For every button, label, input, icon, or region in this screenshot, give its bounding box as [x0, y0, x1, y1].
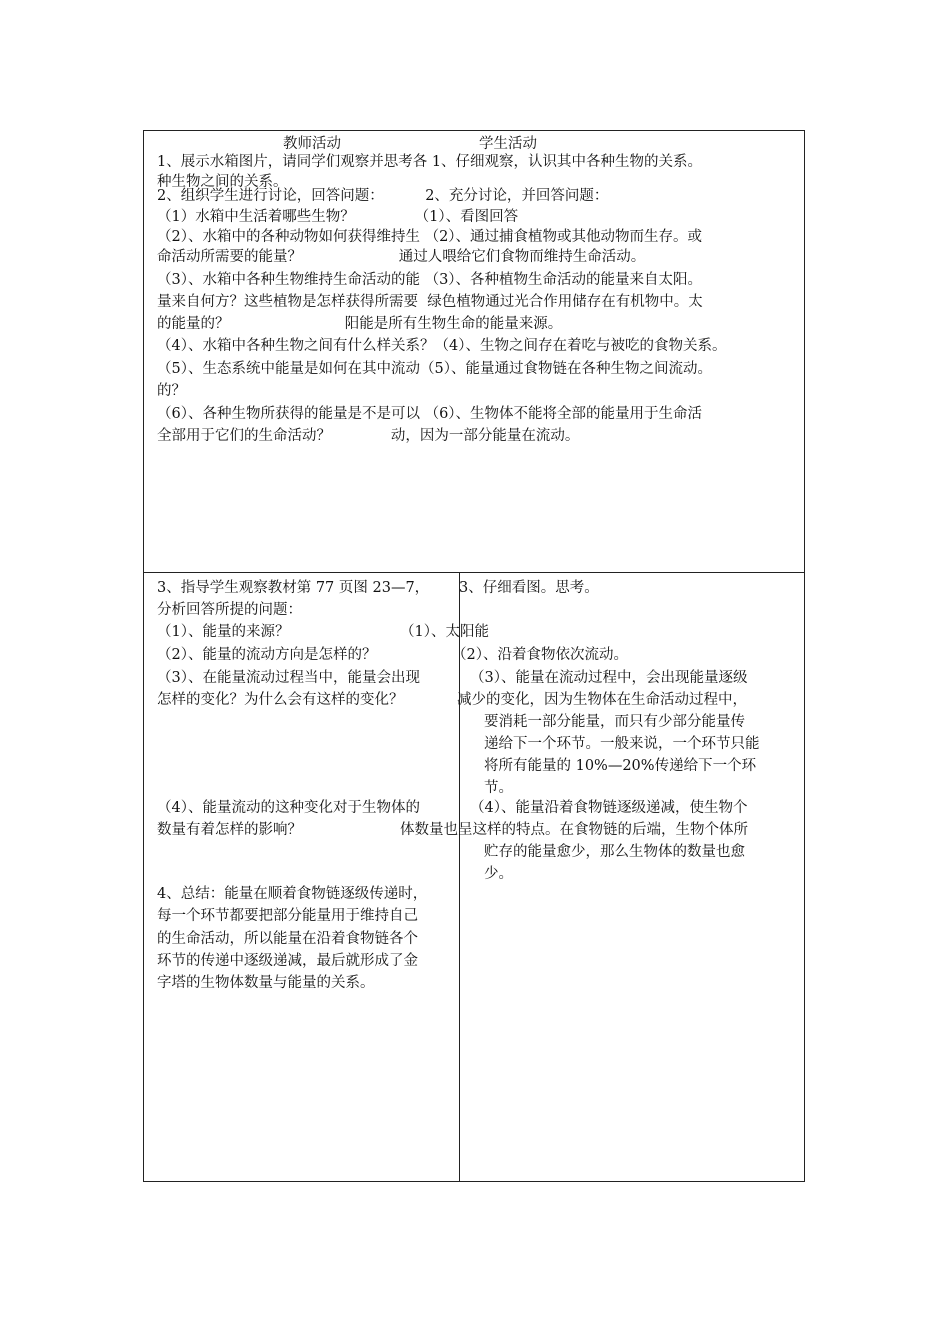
s2-student-line: （1）、太阳能: [400, 624, 489, 640]
s1-line: 量来自何方？这些植物是怎样获得所需要 绿色植物通过光合作用储存在有机物中。太: [157, 294, 703, 310]
s2-student-line: （3）、能量在流动过程中，会出现能量逐级: [470, 670, 748, 686]
s2-teacher-line: （3）、在能量流动过程当中，能量会出现: [157, 670, 420, 686]
s2-teacher-line: 字塔的生物体数量与能量的关系。: [157, 975, 375, 991]
s1-line: 种生物之间的关系。: [157, 174, 288, 190]
student-activity-header: 学生活动: [479, 136, 537, 152]
s1-line: 1、展示水箱图片，请同学们观察并思考各 1、仔细观察，认识其中各种生物的关系。: [157, 154, 703, 170]
s1-line: （3）、水箱中各种生物维持生命活动的能 （3）、各种植物生命活动的能量来自太阳。: [157, 272, 703, 288]
s2-student-line: 3、仔细看图。思考。: [459, 580, 599, 596]
s2-teacher-line: （1）、能量的来源？: [157, 624, 290, 640]
s1-line: （6）、各种生物所获得的能量是不是可以 （6）、生物体不能将全部的能量用于生命活: [157, 406, 703, 422]
s2-student-line: （4）、能量沿着食物链逐级递减，使生物个: [470, 800, 748, 816]
s2-student-line: 贮存的能量愈少，那么生物体的数量也愈: [484, 844, 745, 860]
s1-line: （1）水箱中生活着哪些生物？ （1）、看图回答: [157, 209, 519, 225]
s2-student-line: （2）、沿着食物依次流动。: [452, 647, 628, 663]
s1-line: （2）、水箱中的各种动物如何获得维持生 （2）、通过捕食植物或其他动物而生存。或: [157, 229, 703, 245]
s2-student-line: 少。: [484, 866, 513, 882]
s1-line: 全部用于它们的生命活动？ 动，因为一部分能量在流动。: [157, 428, 580, 444]
s2-student-line: 将所有能量的 10%—20%传递给下一个环: [484, 758, 757, 774]
s1-line: （5）、生态系统中能量是如何在其中流动（5）、能量通过食物链在各种生物之间流动。: [157, 361, 712, 377]
s2-teacher-line: 数量有着怎样的影响？: [157, 822, 302, 838]
s1-line: 的能量的？ 阳能是所有生物生命的能量来源。: [157, 316, 563, 332]
s2-teacher-line: 怎样的变化？为什么会有这样的变化？: [157, 692, 404, 708]
s2-student-line: 减少的变化，因为生物体在生命活动过程中，: [457, 692, 747, 708]
s2-student-line: 节。: [484, 780, 513, 796]
s2-teacher-line: （4）、能量流动的这种变化对于生物体的: [157, 800, 420, 816]
s1-line: 2、组织学生进行讨论，回答问题： 2、充分讨论，并回答问题：: [157, 188, 609, 204]
s2-teacher-line: 分析回答所提的问题：: [157, 602, 302, 618]
teacher-activity-header: 教师活动: [283, 136, 341, 152]
s2-teacher-line: 4、总结：能量在顺着食物链逐级传递时，: [157, 886, 428, 902]
s2-teacher-line: （2）、能量的流动方向是怎样的？: [157, 647, 377, 663]
s2-student-line: 体数量也呈这样的特点。在食物链的后端，生物个体所: [400, 822, 748, 838]
s2-student-line: 递给下一个环节。一般来说，一个环节只能: [484, 736, 760, 752]
s1-line: 命活动所需要的能量？ 通过人喂给它们食物而维持生命活动。: [157, 249, 646, 265]
s2-teacher-line: 的生命活动，所以能量在沿着食物链各个: [157, 931, 418, 947]
s1-line: （4）、水箱中各种生物之间有什么样关系？（4）、生物之间存在着吃与被吃的食物关系。: [157, 338, 727, 354]
s1-line: 的？: [157, 383, 186, 399]
s2-teacher-line: 每一个环节都要把部分能量用于维持自己: [157, 908, 418, 924]
s2-teacher-line: 环节的传递中逐级递减，最后就形成了金: [157, 953, 418, 969]
s2-student-line: 要消耗一部分能量，而只有少部分能量传: [484, 714, 745, 730]
s2-teacher-line: 3、指导学生观察教材第 77 页图 23—7，: [157, 580, 430, 596]
